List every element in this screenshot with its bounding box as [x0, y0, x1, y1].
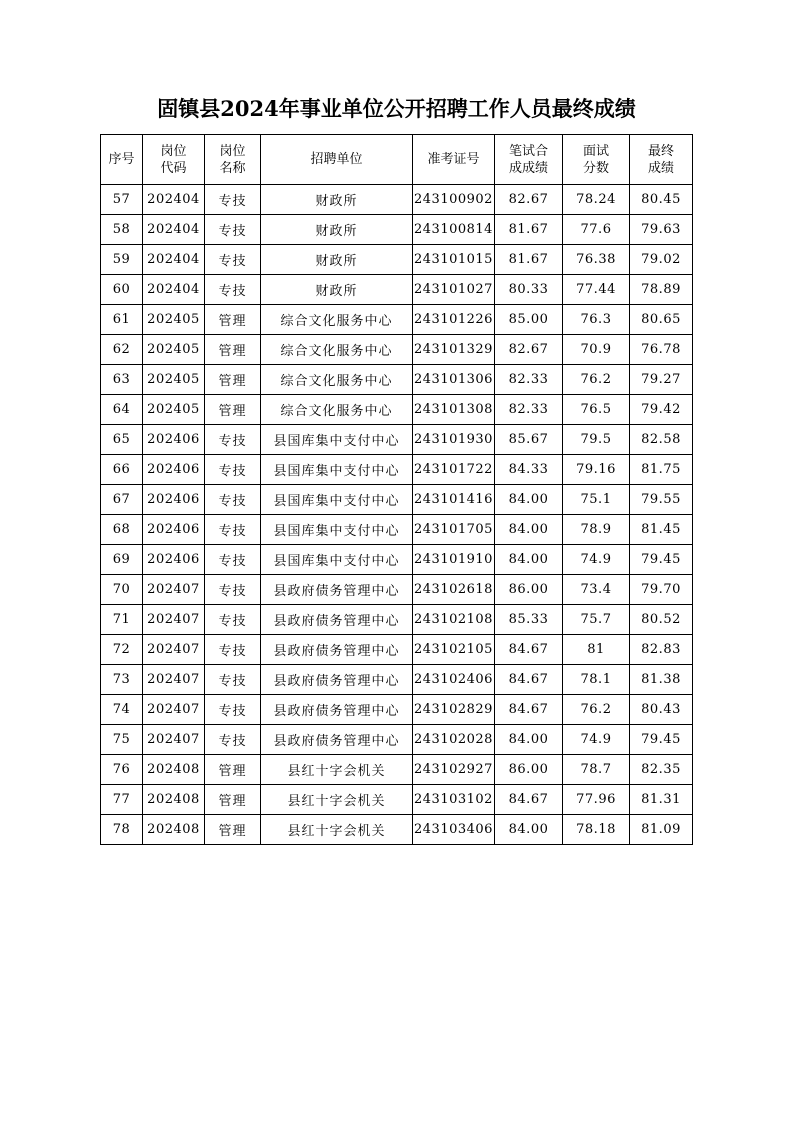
cell-unit: 县政府债务管理中心 — [261, 635, 413, 665]
cell-final-score: 80.43 — [630, 695, 693, 725]
cell-unit: 综合文化服务中心 — [261, 395, 413, 425]
cell-seq: 76 — [101, 755, 143, 785]
cell-written-score: 84.67 — [495, 635, 563, 665]
cell-interview-score: 81 — [563, 635, 630, 665]
cell-written-score: 82.67 — [495, 335, 563, 365]
cell-ticket: 243102618 — [413, 575, 495, 605]
cell-written-score: 86.00 — [495, 755, 563, 785]
cell-ticket: 243101306 — [413, 365, 495, 395]
cell-final-score: 80.52 — [630, 605, 693, 635]
cell-final-score: 80.45 — [630, 185, 693, 215]
table-row — [101, 635, 693, 665]
cell-post-name: 专技 — [205, 725, 261, 755]
cell-written-score: 82.67 — [495, 185, 563, 215]
cell-post-name: 专技 — [205, 665, 261, 695]
cell-interview-score: 74.9 — [563, 725, 630, 755]
cell-interview-score: 78.9 — [563, 515, 630, 545]
cell-unit: 县政府债务管理中心 — [261, 605, 413, 635]
cell-ticket: 243102829 — [413, 695, 495, 725]
cell-seq: 57 — [101, 185, 143, 215]
header-unit-label: 招聘单位 — [310, 152, 363, 167]
cell-ticket: 243101015 — [413, 245, 495, 275]
table-row — [101, 185, 693, 215]
cell-ticket: 243101722 — [413, 455, 495, 485]
cell-final-score: 79.45 — [630, 545, 693, 575]
cell-seq: 59 — [101, 245, 143, 275]
cell-seq: 60 — [101, 275, 143, 305]
cell-written-score: 85.33 — [495, 605, 563, 635]
table-row — [101, 485, 693, 515]
header-ticket — [413, 135, 495, 185]
cell-ticket: 243101226 — [413, 305, 495, 335]
table-row — [101, 545, 693, 575]
cell-unit: 县红十字会机关 — [261, 815, 413, 845]
cell-post-name: 专技 — [205, 215, 261, 245]
table-row — [101, 725, 693, 755]
cell-post-code: 202408 — [143, 815, 205, 845]
cell-seq: 67 — [101, 485, 143, 515]
cell-post-code: 202408 — [143, 785, 205, 815]
cell-post-code: 202405 — [143, 395, 205, 425]
cell-seq: 71 — [101, 605, 143, 635]
cell-post-name: 专技 — [205, 425, 261, 455]
cell-interview-score: 73.4 — [563, 575, 630, 605]
cell-ticket: 243100902 — [413, 185, 495, 215]
header-written — [495, 135, 563, 185]
cell-seq: 78 — [101, 815, 143, 845]
cell-ticket: 243102927 — [413, 755, 495, 785]
cell-seq: 77 — [101, 785, 143, 815]
cell-interview-score: 76.3 — [563, 305, 630, 335]
table-body — [101, 185, 693, 845]
cell-final-score: 78.89 — [630, 275, 693, 305]
cell-interview-score: 78.18 — [563, 815, 630, 845]
cell-unit: 县政府债务管理中心 — [261, 695, 413, 725]
cell-post-name: 专技 — [205, 635, 261, 665]
table-row — [101, 605, 693, 635]
header-interview-line2: 分数 — [582, 160, 609, 176]
cell-final-score: 79.45 — [630, 725, 693, 755]
cell-written-score: 84.67 — [495, 695, 563, 725]
cell-interview-score: 78.24 — [563, 185, 630, 215]
cell-written-score: 81.67 — [495, 245, 563, 275]
cell-post-name: 管理 — [205, 395, 261, 425]
cell-final-score: 79.63 — [630, 215, 693, 245]
cell-interview-score: 77.44 — [563, 275, 630, 305]
cell-seq: 69 — [101, 545, 143, 575]
header-post-code-line1: 岗位 — [160, 143, 187, 159]
cell-written-score: 84.00 — [495, 545, 563, 575]
table-row — [101, 335, 693, 365]
cell-post-code: 202408 — [143, 755, 205, 785]
cell-ticket: 243101308 — [413, 395, 495, 425]
cell-post-code: 202407 — [143, 725, 205, 755]
cell-post-name: 专技 — [205, 485, 261, 515]
cell-written-score: 85.67 — [495, 425, 563, 455]
cell-interview-score: 75.1 — [563, 485, 630, 515]
cell-ticket: 243102105 — [413, 635, 495, 665]
cell-seq: 63 — [101, 365, 143, 395]
cell-seq: 64 — [101, 395, 143, 425]
cell-seq: 72 — [101, 635, 143, 665]
header-ticket-label: 准考证号 — [427, 152, 480, 167]
cell-ticket: 243101027 — [413, 275, 495, 305]
cell-seq: 73 — [101, 665, 143, 695]
cell-unit: 县政府债务管理中心 — [261, 575, 413, 605]
cell-written-score: 81.67 — [495, 215, 563, 245]
cell-unit: 综合文化服务中心 — [261, 335, 413, 365]
header-post-name-line1: 岗位 — [219, 143, 246, 159]
cell-written-score: 80.33 — [495, 275, 563, 305]
cell-final-score: 81.38 — [630, 665, 693, 695]
header-interview — [563, 135, 630, 185]
cell-interview-score: 77.6 — [563, 215, 630, 245]
cell-post-code: 202406 — [143, 455, 205, 485]
cell-post-code: 202405 — [143, 335, 205, 365]
cell-post-code: 202406 — [143, 545, 205, 575]
cell-post-name: 管理 — [205, 785, 261, 815]
header-unit — [261, 135, 413, 185]
cell-interview-score: 74.9 — [563, 545, 630, 575]
table-row — [101, 395, 693, 425]
cell-post-name: 专技 — [205, 515, 261, 545]
cell-interview-score: 78.1 — [563, 665, 630, 695]
cell-ticket: 243102406 — [413, 665, 495, 695]
cell-seq: 65 — [101, 425, 143, 455]
header-written-line2: 成成绩 — [508, 160, 548, 176]
cell-unit: 县政府债务管理中心 — [261, 725, 413, 755]
cell-final-score: 79.27 — [630, 365, 693, 395]
cell-final-score: 79.55 — [630, 485, 693, 515]
cell-final-score: 79.70 — [630, 575, 693, 605]
cell-interview-score: 70.9 — [563, 335, 630, 365]
cell-final-score: 82.83 — [630, 635, 693, 665]
table-row — [101, 515, 693, 545]
cell-final-score: 82.58 — [630, 425, 693, 455]
cell-final-score: 81.31 — [630, 785, 693, 815]
cell-written-score: 84.00 — [495, 485, 563, 515]
cell-unit: 县国库集中支付中心 — [261, 515, 413, 545]
cell-seq: 70 — [101, 575, 143, 605]
header-seq-label: 序号 — [108, 152, 135, 167]
cell-post-name: 专技 — [205, 575, 261, 605]
cell-interview-score: 76.5 — [563, 395, 630, 425]
cell-interview-score: 79.16 — [563, 455, 630, 485]
cell-ticket: 243101910 — [413, 545, 495, 575]
cell-unit: 财政所 — [261, 275, 413, 305]
cell-seq: 61 — [101, 305, 143, 335]
cell-unit: 财政所 — [261, 215, 413, 245]
cell-post-code: 202407 — [143, 605, 205, 635]
cell-unit: 综合文化服务中心 — [261, 365, 413, 395]
cell-post-code: 202406 — [143, 515, 205, 545]
cell-unit: 县红十字会机关 — [261, 785, 413, 815]
cell-ticket: 243102028 — [413, 725, 495, 755]
cell-post-name: 专技 — [205, 245, 261, 275]
cell-post-name: 管理 — [205, 755, 261, 785]
cell-ticket: 243101416 — [413, 485, 495, 515]
cell-written-score: 84.00 — [495, 815, 563, 845]
cell-written-score: 82.33 — [495, 395, 563, 425]
cell-unit: 县国库集中支付中心 — [261, 485, 413, 515]
table-row — [101, 695, 693, 725]
table-row — [101, 365, 693, 395]
cell-post-code: 202407 — [143, 575, 205, 605]
cell-post-name: 专技 — [205, 275, 261, 305]
cell-post-code: 202404 — [143, 275, 205, 305]
cell-post-code: 202404 — [143, 245, 205, 275]
cell-post-name: 专技 — [205, 185, 261, 215]
table-row — [101, 575, 693, 605]
cell-interview-score: 76.2 — [563, 695, 630, 725]
cell-written-score: 85.00 — [495, 305, 563, 335]
cell-written-score: 84.00 — [495, 515, 563, 545]
table-header-row — [101, 135, 693, 185]
table-row — [101, 455, 693, 485]
table-row — [101, 275, 693, 305]
cell-final-score: 79.42 — [630, 395, 693, 425]
cell-ticket: 243101705 — [413, 515, 495, 545]
cell-unit: 县国库集中支付中心 — [261, 545, 413, 575]
table-row — [101, 425, 693, 455]
table-row — [101, 665, 693, 695]
cell-written-score: 84.67 — [495, 665, 563, 695]
cell-final-score: 76.78 — [630, 335, 693, 365]
cell-post-name: 专技 — [205, 695, 261, 725]
cell-ticket: 243100814 — [413, 215, 495, 245]
cell-post-name: 专技 — [205, 605, 261, 635]
cell-post-code: 202406 — [143, 425, 205, 455]
table-row — [101, 245, 693, 275]
cell-post-code: 202407 — [143, 635, 205, 665]
cell-interview-score: 78.7 — [563, 755, 630, 785]
cell-written-score: 86.00 — [495, 575, 563, 605]
cell-post-name: 管理 — [205, 335, 261, 365]
cell-interview-score: 77.96 — [563, 785, 630, 815]
header-seq — [101, 135, 143, 185]
cell-post-code: 202405 — [143, 365, 205, 395]
header-interview-line1: 面试 — [582, 143, 609, 159]
cell-post-name: 专技 — [205, 545, 261, 575]
cell-unit: 财政所 — [261, 185, 413, 215]
cell-ticket: 243103406 — [413, 815, 495, 845]
cell-post-code: 202404 — [143, 185, 205, 215]
cell-post-code: 202404 — [143, 215, 205, 245]
cell-unit: 县红十字会机关 — [261, 755, 413, 785]
header-post-code-line2: 代码 — [160, 160, 187, 176]
cell-post-code: 202407 — [143, 695, 205, 725]
cell-final-score: 81.75 — [630, 455, 693, 485]
cell-unit: 县国库集中支付中心 — [261, 455, 413, 485]
header-post-code — [143, 135, 205, 185]
cell-interview-score: 76.38 — [563, 245, 630, 275]
cell-post-code: 202405 — [143, 305, 205, 335]
cell-seq: 62 — [101, 335, 143, 365]
cell-post-code: 202406 — [143, 485, 205, 515]
cell-post-name: 管理 — [205, 815, 261, 845]
cell-post-name: 专技 — [205, 455, 261, 485]
cell-ticket: 243101930 — [413, 425, 495, 455]
cell-seq: 68 — [101, 515, 143, 545]
cell-written-score: 84.00 — [495, 725, 563, 755]
score-table — [100, 134, 693, 845]
cell-post-name: 管理 — [205, 365, 261, 395]
cell-ticket: 243101329 — [413, 335, 495, 365]
header-final-line2: 成绩 — [647, 160, 674, 176]
cell-ticket: 243103102 — [413, 785, 495, 815]
header-written-line1: 笔试合 — [508, 143, 548, 159]
cell-post-code: 202407 — [143, 665, 205, 695]
table-row — [101, 305, 693, 335]
cell-interview-score: 75.7 — [563, 605, 630, 635]
cell-seq: 74 — [101, 695, 143, 725]
table-row — [101, 785, 693, 815]
cell-final-score: 81.09 — [630, 815, 693, 845]
cell-seq: 66 — [101, 455, 143, 485]
cell-written-score: 82.33 — [495, 365, 563, 395]
table-row — [101, 755, 693, 785]
table-row — [101, 215, 693, 245]
header-final — [630, 135, 693, 185]
cell-unit: 县政府债务管理中心 — [261, 665, 413, 695]
header-final-line1: 最终 — [647, 143, 674, 159]
cell-interview-score: 79.5 — [563, 425, 630, 455]
page-title: 固镇县2024年事业单位公开招聘工作人员最终成绩 — [157, 96, 636, 121]
cell-seq: 75 — [101, 725, 143, 755]
cell-final-score: 79.02 — [630, 245, 693, 275]
header-post-name-line2: 名称 — [219, 160, 246, 176]
cell-unit: 县国库集中支付中心 — [261, 425, 413, 455]
cell-seq: 58 — [101, 215, 143, 245]
table-row — [101, 815, 693, 845]
cell-final-score: 82.35 — [630, 755, 693, 785]
cell-post-name: 管理 — [205, 305, 261, 335]
header-post-name — [205, 135, 261, 185]
cell-final-score: 81.45 — [630, 515, 693, 545]
cell-unit: 财政所 — [261, 245, 413, 275]
cell-written-score: 84.33 — [495, 455, 563, 485]
cell-interview-score: 76.2 — [563, 365, 630, 395]
cell-unit: 综合文化服务中心 — [261, 305, 413, 335]
cell-final-score: 80.65 — [630, 305, 693, 335]
cell-ticket: 243102108 — [413, 605, 495, 635]
cell-written-score: 84.67 — [495, 785, 563, 815]
